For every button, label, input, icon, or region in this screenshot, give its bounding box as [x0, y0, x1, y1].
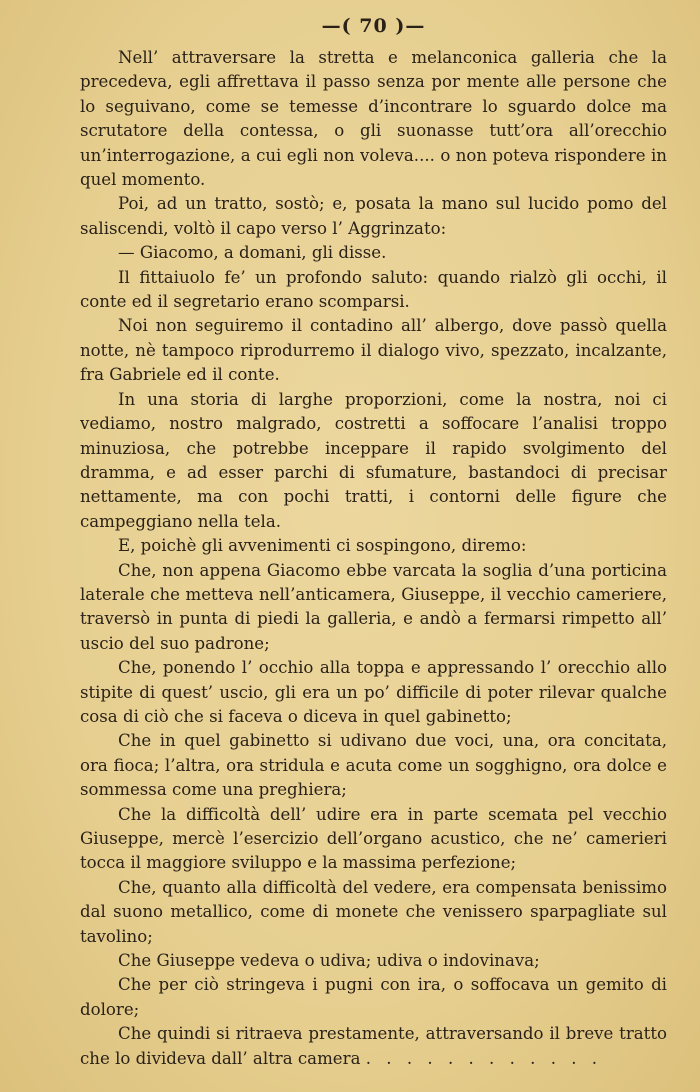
paragraph: Che, non appena Giacomo ebbe varcata la soglia d’una porticina laterale che metteva nell’anticamera, Giuseppe, il vecchio cameriere, traversò in punta di piedi la galleria, e andò a fermarsi rimpetto all’ uscio del suo padrone; — [80, 560, 667, 653]
paragraph: Che in quel gabinetto si udivano due voci, una, ora concitata, ora fioca; l’altra, ora stridula e acuta come un sogghigno, ora dolce e sommessa come una preghiera; — [80, 731, 667, 800]
paragraph: Che la difficoltà dell’ udire era in parte scemata pel vecchio Giuseppe, mercè l’esercizio dell’organo acustico, che ne’ camerieri tocca il maggiore sviluppo e la massima perfezione; — [80, 804, 667, 873]
page-number: —( 70 )— — [321, 15, 426, 37]
paragraph: Poi, ad un tratto, sostò; e, posata la mano sul lucido pomo del saliscendi, voltò il capo verso l’ Aggrinzato: — [80, 194, 667, 238]
final-paragraph — [80, 1022, 667, 1071]
paragraph: Il fittaiuolo fe’ un profondo saluto: quando rialzò gli occhi, il conte ed il segretario erano scomparsi. — [80, 267, 667, 312]
paragraph: — Giacomo, a domani, gli disse. — [118, 243, 387, 263]
paragraph: Nell’ attraversare la stretta e melanconica galleria che la precedeva, egli affrettava il passo senza por mente alle persone che lo seguivano, come se temesse d’incontrare lo sguardo dolce ma scrutatore della contessa, o gli suonasse tutt’ora all’orecchio un’interrogazione, a cui egli non voleva.... o non poteva rispondere in quel momento. — [80, 48, 667, 190]
dot-leaders: . . . . . . . . . . . . — [365, 1048, 603, 1068]
paragraph: Noi non seguiremo il contadino all’ albergo, dove passò quella notte, nè tampoco riprodurremo il dialogo vivo, spezzato, incalzante, fra Gabriele ed il conte. — [80, 316, 667, 385]
book-page — [80, 10, 667, 1071]
paragraph: Che Giuseppe vedeva o udiva; udiva o indovinava; — [118, 951, 540, 971]
paragraph: Che, quanto alla difficoltà del vedere, era compensata benissimo dal suono metallico, come di monete che venissero sparpagliate sul tavolino; — [80, 877, 667, 946]
paragraph: In una storia di larghe proporzioni, come la nostra, noi ci vediamo, nostro malgrado, costretti a soffocare l’analisi troppo minuziosa, che potrebbe inceppare il rapido svolgimento del dramma, e ad esser parchi di sfumature, bastandoci di precisar nettamente, ma con pochi tratti, i contorni delle figure che campeggiano nella tela. — [80, 389, 667, 531]
paragraph: Che, ponendo l’ occhio alla toppa e appressando l’ orecchio allo stipite di quest’ uscio, gli era un po’ difficile di poter rilevar qualche cosa di ciò che si faceva o diceva in quel gabinetto; — [80, 658, 667, 726]
paragraph: E, poichè gli avvenimenti ci sospingono, diremo: — [118, 536, 527, 556]
paragraph-text: Che quindi si ritraeva prestamente, attraversando il breve tratto che lo divideva dall’ altra camera — [80, 1024, 667, 1068]
page-body — [80, 46, 667, 1071]
paragraph: Che per ciò stringeva i pugni con ira, o soffocava un gemito di dolore; — [80, 975, 667, 1019]
